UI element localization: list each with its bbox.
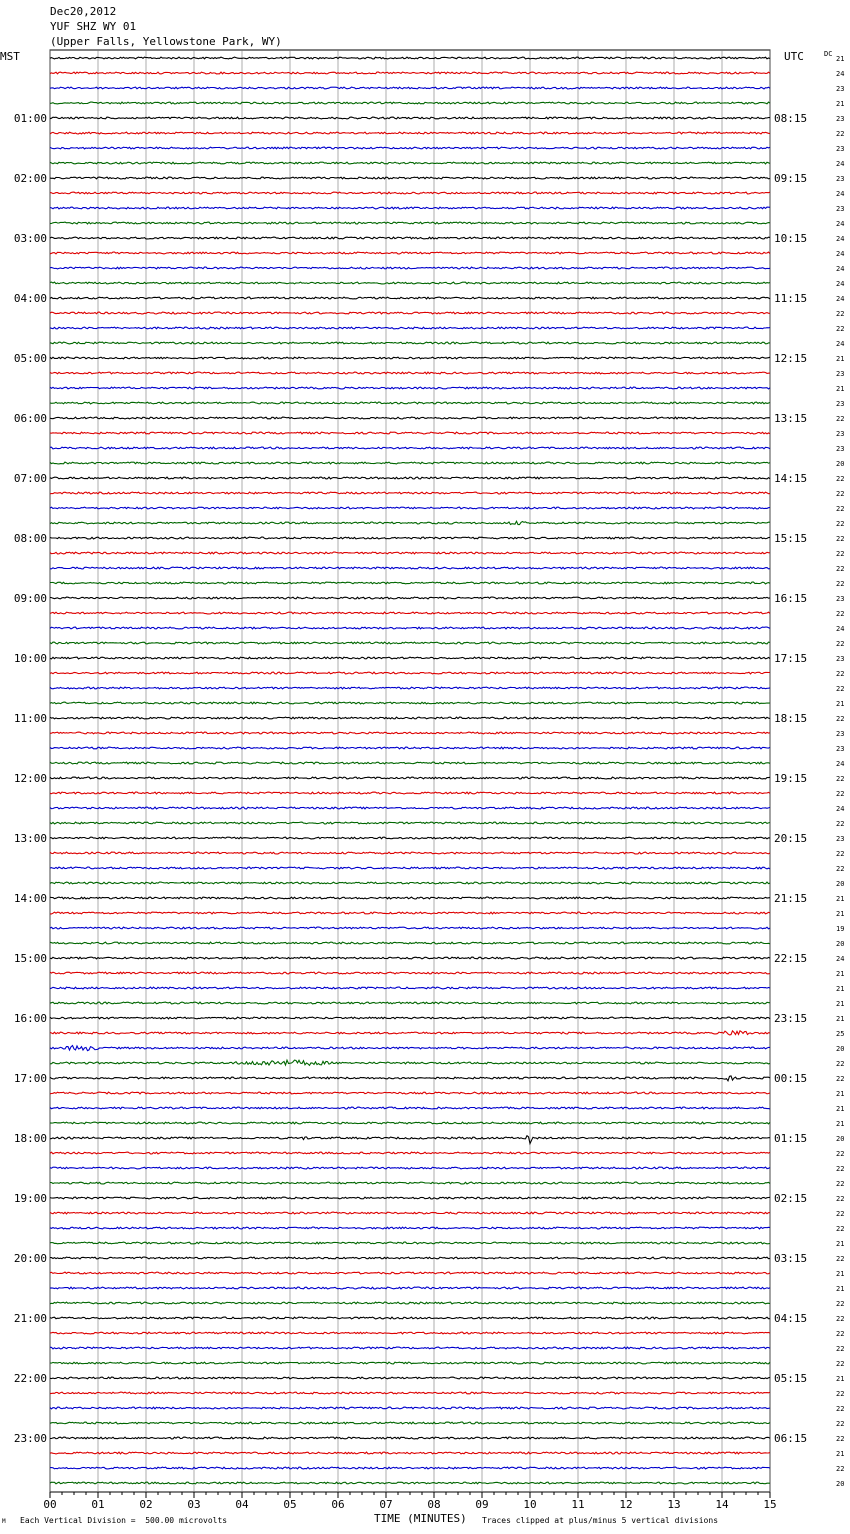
trace-line — [50, 1287, 770, 1289]
right-hour-label: 22:15 — [774, 952, 808, 965]
dc-offset-label: 22 — [836, 310, 845, 318]
dc-offset-label: 22 — [836, 1180, 845, 1188]
left-hour-label: 01:00 — [13, 112, 47, 125]
dc-offset-label: 23 — [836, 175, 845, 183]
x-tick-label: 08 — [427, 1498, 441, 1511]
dc-offset-label: 21 — [836, 100, 845, 108]
left-hour-label: 22:00 — [13, 1372, 47, 1385]
left-hour-label: 20:00 — [13, 1252, 47, 1265]
trace-line — [50, 612, 770, 614]
dc-offset-label: 23 — [836, 445, 845, 453]
right-hour-label: 03:15 — [774, 1252, 808, 1265]
trace-line — [50, 897, 770, 899]
dc-offset-label: 21 — [836, 1240, 845, 1248]
trace-line — [50, 1046, 770, 1051]
trace-line — [50, 1422, 770, 1424]
x-tick-label: 01 — [91, 1498, 105, 1511]
dc-offset-label: 22 — [836, 1315, 845, 1323]
trace-line — [50, 1197, 770, 1199]
dc-offset-label: 22 — [836, 790, 845, 798]
dc-offset-label: 24 — [836, 295, 845, 303]
trace-line — [50, 1152, 770, 1154]
trace-line — [50, 1392, 770, 1394]
x-tick-label: 11 — [571, 1498, 585, 1511]
trace-line — [50, 1017, 770, 1019]
trace-line — [50, 1136, 770, 1144]
dc-offset-label: 22 — [836, 535, 845, 543]
trace-line — [50, 1242, 770, 1244]
dc-offset-label: 20 — [836, 460, 845, 468]
x-tick-label: 04 — [235, 1498, 249, 1511]
trace-line — [50, 507, 770, 509]
left-hour-label: 14:00 — [13, 892, 47, 905]
dc-offset-label: 25 — [836, 1030, 845, 1038]
dc-offset-label: 20 — [836, 880, 845, 888]
trace-line — [50, 417, 770, 419]
trace-line — [50, 1060, 770, 1065]
dc-offset-label: 22 — [836, 670, 845, 678]
dc-offset-label: 23 — [836, 145, 845, 153]
trace-line — [50, 567, 770, 569]
x-tick-label: 14 — [715, 1498, 729, 1511]
dc-offset-label: 22 — [836, 1060, 845, 1068]
trace-line — [50, 1347, 770, 1349]
right-hour-label: 13:15 — [774, 412, 808, 425]
right-hour-label: 10:15 — [774, 232, 808, 245]
trace-line — [50, 282, 770, 284]
right-hour-label: 20:15 — [774, 832, 808, 845]
trace-line — [50, 432, 770, 434]
dc-offset-label: 21 — [836, 55, 845, 63]
dc-offset-label: 21 — [836, 355, 845, 363]
dc-offset-label: 24 — [836, 340, 845, 348]
left-hour-label: 11:00 — [13, 712, 47, 725]
trace-line — [50, 582, 770, 584]
left-hour-label: 23:00 — [13, 1432, 47, 1445]
trace-line — [50, 912, 770, 914]
dc-offset-label: 24 — [836, 280, 845, 288]
trace-line — [50, 702, 770, 704]
trace-line — [50, 867, 770, 869]
dc-offset-label: 22 — [836, 490, 845, 498]
left-hour-label: 10:00 — [13, 652, 47, 665]
right-hour-label: 18:15 — [774, 712, 808, 725]
right-hour-label: 06:15 — [774, 1432, 808, 1445]
trace-line — [50, 1076, 770, 1081]
x-tick-label: 00 — [43, 1498, 57, 1511]
dc-offset-label: 22 — [836, 1420, 845, 1428]
dc-offset-label: 22 — [836, 505, 845, 513]
trace-line — [50, 1482, 770, 1484]
trace-line — [50, 792, 770, 794]
trace-line — [50, 162, 770, 164]
dc-offset-label: 21 — [836, 1120, 845, 1128]
trace-line — [50, 717, 770, 719]
dc-offset-label: 23 — [836, 370, 845, 378]
trace-line — [50, 342, 770, 344]
trace-line — [50, 1377, 770, 1379]
left-hour-label: 03:00 — [13, 232, 47, 245]
trace-line — [50, 222, 770, 224]
trace-line — [50, 1257, 770, 1259]
station-code: YUF SHZ WY 01 — [50, 20, 137, 33]
trace-line — [50, 117, 770, 119]
dc-offset-label: 21 — [836, 1105, 845, 1113]
dc-offset-label: 24 — [836, 235, 845, 243]
dc-offset-label: 21 — [836, 985, 845, 993]
trace-line — [50, 102, 770, 104]
trace-line — [50, 942, 770, 944]
trace-line — [50, 822, 770, 824]
dc-offset-label: 22 — [836, 1360, 845, 1368]
trace-line — [50, 327, 770, 329]
dc-offset-label: 22 — [836, 640, 845, 648]
trace-line — [50, 207, 770, 209]
right-hour-label: 17:15 — [774, 652, 808, 665]
trace-line — [50, 1107, 770, 1109]
trace-line — [50, 462, 770, 464]
dc-offset-label: 22 — [836, 1255, 845, 1263]
dc-offset-label: 23 — [836, 205, 845, 213]
trace-line — [50, 72, 770, 74]
trace-line — [50, 521, 770, 524]
dc-offset-label: 23 — [836, 85, 845, 93]
scale-note: Each Vertical Division = 500.00 microvolts — [20, 1516, 228, 1525]
left-hour-label: 16:00 — [13, 1012, 47, 1025]
dc-offset-label: 21 — [836, 700, 845, 708]
dc-offset-label: 21 — [836, 1450, 845, 1458]
trace-line — [50, 852, 770, 854]
trace-line — [50, 1167, 770, 1169]
trace-line — [50, 372, 770, 374]
trace-line — [50, 447, 770, 449]
trace-line — [50, 357, 770, 359]
left-timezone-label: MST — [0, 50, 20, 63]
dc-offset-label: 22 — [836, 1345, 845, 1353]
trace-line — [50, 147, 770, 149]
trace-line — [50, 1182, 770, 1184]
x-tick-label: 05 — [283, 1498, 297, 1511]
x-axis-title: TIME (MINUTES) — [374, 1512, 467, 1525]
trace-line — [50, 987, 770, 989]
trace-line — [50, 267, 770, 269]
dc-offset-label: 22 — [836, 1195, 845, 1203]
dc-offset-label: 24 — [836, 160, 845, 168]
trace-line — [50, 957, 770, 959]
right-hour-label: 14:15 — [774, 472, 808, 485]
dc-offset-label: 24 — [836, 955, 845, 963]
x-tick-label: 03 — [187, 1498, 201, 1511]
dc-offset-label: 22 — [836, 1405, 845, 1413]
dc-offset-label: 21 — [836, 895, 845, 903]
trace-line — [50, 1092, 770, 1094]
dc-offset-label: 20 — [836, 1480, 845, 1488]
left-hour-label: 21:00 — [13, 1312, 47, 1325]
dc-offset-label: 22 — [836, 850, 845, 858]
dc-offset-label: 22 — [836, 865, 845, 873]
dc-offset-label: 21 — [836, 910, 845, 918]
dc-offset-label: 23 — [836, 430, 845, 438]
dc-offset-label: 23 — [836, 400, 845, 408]
x-axis — [43, 1492, 776, 1511]
dc-offset-label: 22 — [836, 565, 845, 573]
right-hour-label: 19:15 — [774, 772, 808, 785]
dc-offset-label: 24 — [836, 220, 845, 228]
dc-offset-label: 21 — [836, 1000, 845, 1008]
dc-offset-label: 23 — [836, 730, 845, 738]
station-location: (Upper Falls, Yellowstone Park, WY) — [50, 35, 282, 48]
trace-line — [50, 1437, 770, 1439]
minute-grid — [50, 50, 770, 1492]
dc-offset-label: 24 — [836, 805, 845, 813]
trace-line — [50, 642, 770, 644]
clip-note: Traces clipped at plus/minus 5 vertical divisions — [482, 1516, 719, 1525]
left-hour-label: 18:00 — [13, 1132, 47, 1145]
dc-offset-label: 22 — [836, 1210, 845, 1218]
left-hour-label: 02:00 — [13, 172, 47, 185]
right-hour-label: 00:15 — [774, 1072, 808, 1085]
right-hour-label: 11:15 — [774, 292, 808, 305]
dc-offset-label: 22 — [836, 775, 845, 783]
trace-line — [50, 1317, 770, 1319]
dc-offset-label: 20 — [836, 1135, 845, 1143]
dc-offset-label: 22 — [836, 1165, 845, 1173]
trace-line — [50, 1407, 770, 1409]
left-hour-label: 06:00 — [13, 412, 47, 425]
dc-offset-label: 22 — [836, 610, 845, 618]
dc-offset-label: 21 — [836, 1015, 845, 1023]
trace-line — [50, 1122, 770, 1124]
dc-offset-label: 24 — [836, 250, 845, 258]
trace-line — [50, 252, 770, 254]
seismic-traces — [50, 57, 770, 1484]
dc-offset-label: 21 — [836, 1090, 845, 1098]
x-tick-label: 06 — [331, 1498, 345, 1511]
dc-offset-label: 19 — [836, 925, 845, 933]
x-tick-label: 10 — [523, 1498, 537, 1511]
dc-offset-label: 22 — [836, 685, 845, 693]
footer-mark: M — [2, 1518, 6, 1525]
dc-offset-label: 23 — [836, 655, 845, 663]
dc-offset-label: 22 — [836, 520, 845, 528]
dc-offset-label: 22 — [836, 415, 845, 423]
trace-line — [50, 477, 770, 479]
dc-offset-header: DC — [824, 50, 833, 58]
dc-offset-label: 21 — [836, 970, 845, 978]
right-hour-label: 12:15 — [774, 352, 808, 365]
right-hour-label: 04:15 — [774, 1312, 808, 1325]
trace-line — [50, 1002, 770, 1004]
dc-offset-label: 23 — [836, 835, 845, 843]
dc-offset-label: 22 — [836, 475, 845, 483]
trace-line — [50, 387, 770, 389]
left-hour-label: 08:00 — [13, 532, 47, 545]
trace-line — [50, 687, 770, 689]
trace-line — [50, 837, 770, 839]
dc-offset-label: 24 — [836, 625, 845, 633]
trace-line — [50, 672, 770, 674]
dc-offset-label: 22 — [836, 1225, 845, 1233]
trace-line — [50, 297, 770, 299]
right-hour-label: 01:15 — [774, 1132, 808, 1145]
trace-line — [50, 882, 770, 884]
dc-offset-label: 22 — [836, 1465, 845, 1473]
right-hour-label: 02:15 — [774, 1192, 808, 1205]
dc-offset-label: 22 — [836, 1150, 845, 1158]
trace-line — [50, 657, 770, 659]
trace-line — [50, 1227, 770, 1229]
trace-line — [50, 1212, 770, 1214]
right-hour-label: 08:15 — [774, 112, 808, 125]
trace-line — [50, 87, 770, 89]
right-hour-label: 23:15 — [774, 1012, 808, 1025]
dc-offset-label: 20 — [836, 1045, 845, 1053]
trace-line — [50, 402, 770, 404]
left-hour-label: 13:00 — [13, 832, 47, 845]
dc-offset-label: 22 — [836, 1390, 845, 1398]
x-tick-label: 09 — [475, 1498, 489, 1511]
trace-line — [50, 312, 770, 314]
trace-line — [50, 492, 770, 494]
trace-line — [50, 927, 770, 929]
dc-offset-label: 20 — [836, 940, 845, 948]
dc-offset-label: 21 — [836, 1285, 845, 1293]
dc-offset-label: 24 — [836, 265, 845, 273]
left-hour-label: 04:00 — [13, 292, 47, 305]
dc-offset-label: 24 — [836, 760, 845, 768]
trace-line — [50, 777, 770, 779]
dc-offset-label: 22 — [836, 1300, 845, 1308]
x-tick-label: 12 — [619, 1498, 633, 1511]
left-hour-label: 05:00 — [13, 352, 47, 365]
dc-offset-label: 22 — [836, 1330, 845, 1338]
x-tick-label: 15 — [763, 1498, 777, 1511]
x-tick-label: 13 — [667, 1498, 681, 1511]
dc-offset-label: 22 — [836, 715, 845, 723]
trace-line — [50, 627, 770, 629]
dc-offset-label: 23 — [836, 745, 845, 753]
trace-line — [50, 1272, 770, 1274]
right-timezone-label: UTC — [784, 50, 804, 63]
right-hour-label: 16:15 — [774, 592, 808, 605]
trace-line — [50, 762, 770, 764]
right-hour-label: 15:15 — [774, 532, 808, 545]
trace-line — [50, 1031, 770, 1035]
dc-offset-label: 24 — [836, 70, 845, 78]
left-hour-label: 17:00 — [13, 1072, 47, 1085]
dc-offset-label: 22 — [836, 130, 845, 138]
trace-line — [50, 1467, 770, 1469]
dc-offset-label: 23 — [836, 115, 845, 123]
right-hour-label: 05:15 — [774, 1372, 808, 1385]
trace-line — [50, 1452, 770, 1454]
left-hour-label: 19:00 — [13, 1192, 47, 1205]
dc-offset-label: 21 — [836, 1270, 845, 1278]
plot-frame — [50, 50, 770, 1492]
left-hour-label: 07:00 — [13, 472, 47, 485]
trace-line — [50, 1332, 770, 1334]
trace-line — [50, 1302, 770, 1304]
left-hour-label: 09:00 — [13, 592, 47, 605]
dc-offset-label: 23 — [836, 595, 845, 603]
trace-line — [50, 807, 770, 809]
trace-line — [50, 972, 770, 974]
trace-line — [50, 57, 770, 59]
trace-line — [50, 552, 770, 554]
dc-offset-label: 21 — [836, 1375, 845, 1383]
dc-offset-label: 24 — [836, 190, 845, 198]
trace-line — [50, 597, 770, 599]
x-tick-label: 07 — [379, 1498, 393, 1511]
left-hour-label: 12:00 — [13, 772, 47, 785]
dc-offset-label: 21 — [836, 385, 845, 393]
trace-line — [50, 732, 770, 734]
x-tick-label: 02 — [139, 1498, 153, 1511]
trace-line — [50, 1362, 770, 1364]
trace-line — [50, 237, 770, 239]
dc-offset-label: 22 — [836, 1435, 845, 1443]
dc-offset-label: 22 — [836, 1075, 845, 1083]
dc-offset-label: 22 — [836, 550, 845, 558]
trace-line — [50, 192, 770, 194]
right-hour-label: 21:15 — [774, 892, 808, 905]
trace-line — [50, 747, 770, 749]
trace-line — [50, 537, 770, 539]
dc-offset-label: 22 — [836, 325, 845, 333]
plot-date: Dec20,2012 — [50, 5, 117, 18]
trace-line — [50, 132, 770, 134]
trace-line — [50, 177, 770, 179]
left-hour-label: 15:00 — [13, 952, 47, 965]
dc-offset-label: 22 — [836, 820, 845, 828]
right-hour-label: 09:15 — [774, 172, 808, 185]
dc-offset-label: 22 — [836, 580, 845, 588]
dc-offset-labels — [836, 55, 844, 1488]
